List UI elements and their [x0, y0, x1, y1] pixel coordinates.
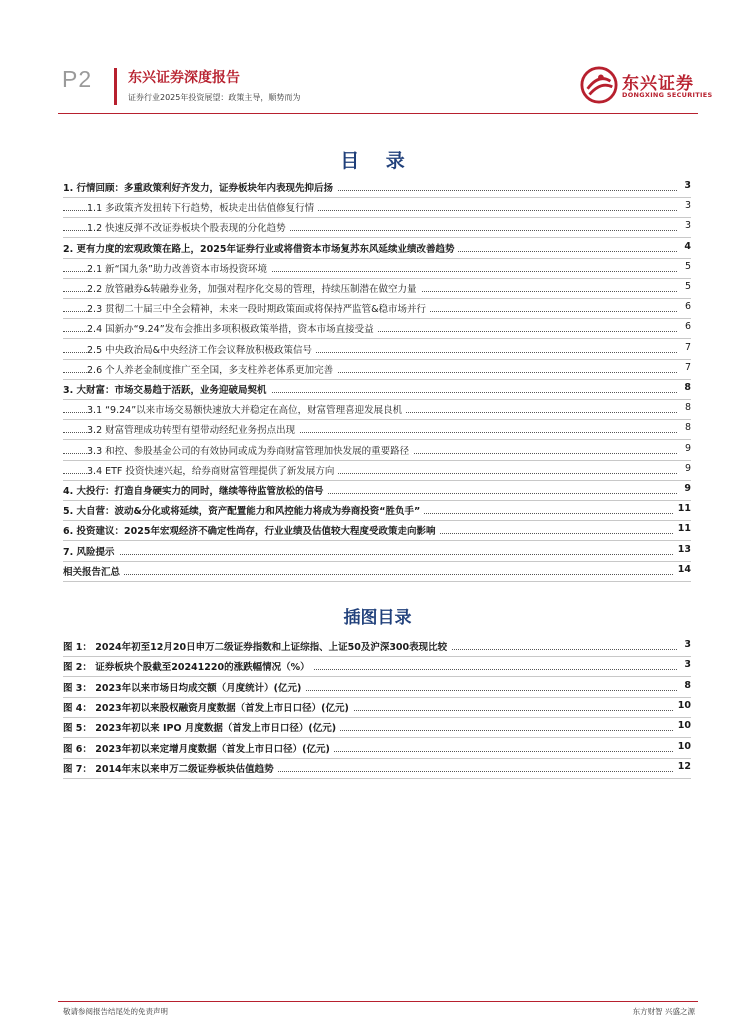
toc-entry-page: 11	[674, 503, 691, 514]
footer-divider	[58, 1001, 698, 1002]
toc-entry[interactable]	[63, 380, 691, 400]
toc-entry-page: 6	[681, 301, 691, 312]
toc-entry-text: 1.1 多政策齐发扭转下行趋势，板块走出估值修复行情	[87, 200, 318, 214]
footer-disclaimer: 敬请参阅报告结尾处的免责声明	[63, 1007, 168, 1016]
toc-entry[interactable]	[63, 360, 691, 380]
toc-entry-text: 图 4： 2023年初以来股权融资月度数据（首发上市日口径）(亿元)	[63, 700, 353, 714]
footer-slogan: 东方财智 兴盛之源	[632, 1007, 695, 1016]
toc-entry-text: 3.4 ETF 投资快速兴起，给券商财富管理提供了新发展方向	[87, 463, 338, 477]
toc-entry-page: 3	[680, 659, 691, 670]
toc-entry-text: 图 6： 2023年初以来定增月度数据（首发上市日口径）(亿元)	[63, 741, 334, 755]
toc-entry-text: 4. 大投行：打造自身硬实力的同时，继续等待监管放松的信号	[63, 483, 328, 497]
report-subtitle: 证券行业2025年投资展望：政策主导，顺势而为	[128, 93, 301, 102]
toc-entry-text: 图 3： 2023年以来市场日均成交额（月度统计）(亿元)	[63, 680, 305, 694]
figure-list-title: 插图目录	[343, 608, 412, 628]
toc-entry-text: 3.3 和控、参股基金公司的有效协同或成为券商财富管理加快发展的重要路径	[87, 443, 413, 457]
toc-entry-page: 10	[674, 741, 691, 752]
toc-entry[interactable]	[63, 198, 691, 218]
toc-entry-text: 7. 风险提示	[63, 544, 119, 558]
toc-entry[interactable]	[63, 759, 691, 779]
dot-leader	[63, 574, 677, 575]
toc-entry-text: 2. 更有力度的宏观政策在路上，2025年证券行业或将借资本市场复苏东风延续业绩改善趋势	[63, 241, 458, 255]
toc-entry-text: 3.2 财富管理成功转型有望带动经纪业务拐点出现	[87, 422, 299, 436]
toc-entry-page: 9	[681, 463, 691, 474]
toc-entry-page: 3	[681, 200, 691, 211]
toc-entry-text: 2.1 新“国九条”助力改善资本市场投资环境	[87, 261, 271, 275]
toc-entry-page: 5	[681, 261, 691, 272]
toc-entry-page: 6	[681, 321, 691, 332]
toc-entry[interactable]	[63, 239, 691, 259]
toc-entry-text: 图 2： 证券板块个股截至20241220的涨跌幅情况（%）	[63, 659, 314, 673]
toc-entry-text: 图 5： 2023年初以来 IPO 月度数据（首发上市日口径）(亿元)	[63, 720, 340, 734]
toc-entry-text: 2.5 中央政治局&中央经济工作会议释放积极政策信号	[87, 342, 316, 356]
toc-entry-page: 7	[681, 342, 691, 353]
toc-entry[interactable]	[63, 739, 691, 759]
toc-entry[interactable]	[63, 279, 691, 299]
toc-entry-text: 2.4 国新办“9.24”发布会推出多项积极政策举措，资本市场直接受益	[87, 321, 378, 335]
toc-entry[interactable]	[63, 542, 691, 562]
toc-entry-page: 13	[674, 544, 691, 555]
toc-entry[interactable]	[63, 441, 691, 461]
toc-title: 目 录	[340, 150, 415, 172]
toc-entry-text: 1.2 快速反弹不改证券板块个股表现的分化趋势	[87, 220, 290, 234]
toc-entry[interactable]	[63, 562, 691, 582]
header-divider	[58, 113, 698, 114]
header-accent-bar	[114, 68, 117, 105]
toc-entry[interactable]	[63, 218, 691, 238]
toc-entry-page: 10	[674, 700, 691, 711]
toc-entry-page: 9	[680, 483, 691, 494]
toc-entry[interactable]	[63, 319, 691, 339]
toc-entry[interactable]	[63, 299, 691, 319]
toc-entry[interactable]	[63, 718, 691, 738]
row-rule	[63, 581, 691, 582]
toc-entry[interactable]	[63, 400, 691, 420]
toc-entry[interactable]	[63, 461, 691, 481]
toc-entry[interactable]	[63, 698, 691, 718]
toc-entry-page: 8	[681, 402, 691, 413]
toc-entry-text: 3. 大财富：市场交易趋于活跃，业务迎破局契机	[63, 382, 271, 396]
page-number: P2	[62, 66, 93, 92]
toc-entry[interactable]	[63, 501, 691, 521]
toc-entry-page: 9	[681, 443, 691, 454]
toc-entry[interactable]	[63, 657, 691, 677]
toc-entry[interactable]	[63, 340, 691, 360]
toc-entry-text: 2.6 个人养老金制度推广至全国，多支柱养老体系更加完善	[87, 362, 337, 376]
toc-entry-text: 1. 行情回顾：多重政策利好齐发力，证券板块年内表现先抑后扬	[63, 180, 337, 194]
toc-entry[interactable]	[63, 678, 691, 698]
toc-entry-page: 3	[681, 220, 691, 231]
toc-entry-page: 11	[674, 523, 691, 534]
toc-entry-text: 3.1 “9.24”以来市场交易额快速放大并稳定在高位，财富管理喜迎发展良机	[87, 402, 406, 416]
toc-entry[interactable]	[63, 637, 691, 657]
toc-entry-text: 图 1： 2024年初至12月20日申万二级证券指数和上证综指、上证50及沪深300表现比较	[63, 639, 451, 653]
toc-entry[interactable]	[63, 178, 691, 198]
dot-leader	[63, 554, 677, 555]
company-logo	[580, 66, 713, 106]
logo-text-en: DONGXING SECURITIES	[622, 91, 713, 99]
toc-entry[interactable]	[63, 521, 691, 541]
toc-entry-page: 3	[680, 180, 691, 191]
logo-text-cn: 东兴证券	[622, 74, 694, 94]
toc-entry-page: 8	[680, 680, 691, 691]
toc-entry-page: 4	[680, 241, 691, 252]
toc-entry-page: 3	[680, 639, 691, 650]
row-rule	[63, 778, 691, 779]
toc-entry[interactable]	[63, 420, 691, 440]
toc-entry[interactable]	[63, 259, 691, 279]
toc-entry-text: 图 7： 2014年末以来申万二级证券板块估值趋势	[63, 761, 278, 775]
toc-entry-text: 相关报告汇总	[63, 564, 124, 578]
toc-entry-page: 7	[681, 362, 691, 373]
toc-entry-text: 6. 投资建议：2025年宏观经济不确定性尚存，行业业绩及估值较大程度受政策走向影响	[63, 523, 439, 537]
toc-entry-text: 2.3 贯彻二十届三中全会精神，未来一段时期政策面或将保持严监管&稳市场并行	[87, 301, 430, 315]
logo-mark-icon	[580, 66, 618, 104]
toc-entry-page: 8	[681, 422, 691, 433]
toc-entry[interactable]	[63, 481, 691, 501]
toc-entry-page: 10	[674, 720, 691, 731]
report-type: 东兴证券深度报告	[128, 70, 240, 86]
toc-entry-text: 2.2 放管融券&转融券业务，加强对程序化交易的管理，持续压制潜在做空力量	[87, 281, 421, 295]
toc-entry-page: 12	[674, 761, 691, 772]
toc-entry-text: 5. 大自营：波动&分化或将延续，资产配置能力和风控能力将成为券商投资“胜负手”	[63, 503, 424, 517]
toc-entry-page: 14	[674, 564, 691, 575]
toc-entry-page: 5	[681, 281, 691, 292]
toc-entry-page: 8	[680, 382, 691, 393]
